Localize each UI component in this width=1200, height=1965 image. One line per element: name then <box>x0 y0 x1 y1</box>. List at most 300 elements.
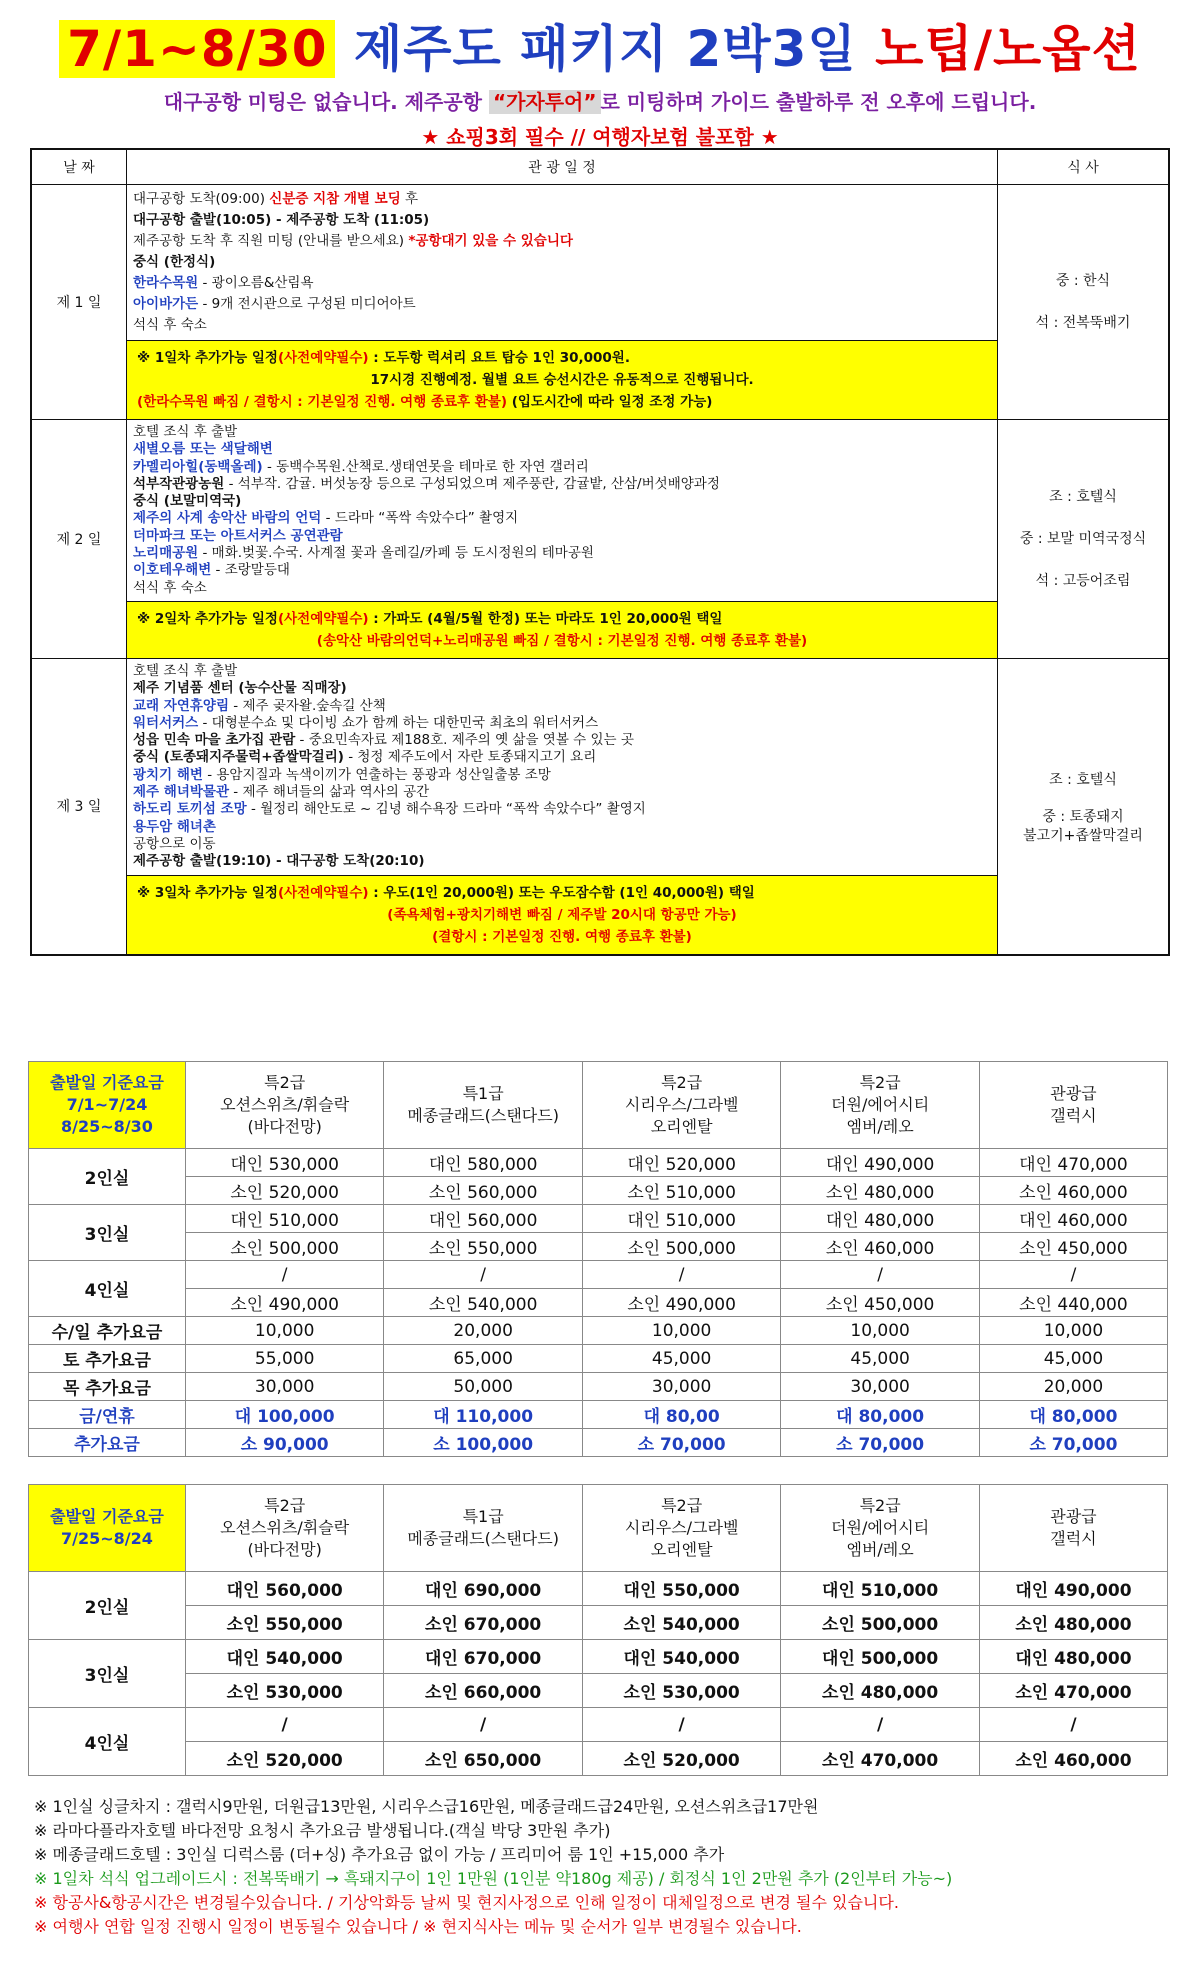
extra-line <box>137 882 987 904</box>
meal-text: 석 : 전복뚝배기 <box>1035 315 1131 331</box>
meal-item <box>999 567 1167 595</box>
meal-text: 불고기+좁쌀막걸리 <box>1023 828 1143 845</box>
hotel-column-header <box>582 1485 780 1572</box>
day-itinerary <box>127 420 998 602</box>
hotel-line: 오션스위츠/휘슬락 <box>220 1095 350 1114</box>
surcharge-cell: 10,000 <box>979 1317 1167 1345</box>
hotel-line: 더원/에어시티 <box>831 1518 930 1537</box>
note-line: ※ 항공사&항공시간은 변경될수있습니다. / 기상악화등 날씨 및 현지사정으로 인해 일정이 대체일정으로 변경 될수 있습니다. <box>34 1893 899 1912</box>
itinerary-line <box>133 562 991 579</box>
title-option: 노팁/노옵션 <box>875 20 1141 78</box>
price-cell: 소인 480,000 <box>781 1177 979 1205</box>
day-label: 제 3 일 <box>31 658 127 954</box>
shopping-notice: ★ 쇼핑3회 필수 // 여행자보험 불포함 ★ <box>421 125 779 149</box>
price-cell: 소인 460,000 <box>979 1177 1167 1205</box>
price-cell: 대인 560,000 <box>185 1572 383 1606</box>
note-line: ※ 1일차 석식 업그레이드시 : 전복뚝배기 → 흑돼지구이 1인 1만원 (1인분 약180g 제공) / 회정식 1인 2만원 추가 (2인부터 가능~) <box>34 1869 953 1888</box>
price-row <box>29 1708 1168 1742</box>
text-segment: - 중요민속자료 제188호. 제주의 옛 삶을 엿볼 수 있는 곳 <box>295 732 634 749</box>
text-segment: 대구공항 도착(09:00) <box>133 191 270 207</box>
holiday-cell: 대 80,00 <box>582 1401 780 1429</box>
meal-text: 조 : 호텔식 <box>1049 488 1117 505</box>
price-cell: 대인 540,000 <box>582 1640 780 1674</box>
itinerary-line <box>133 663 991 680</box>
room-type: 3인실 <box>29 1205 186 1261</box>
price-row <box>29 1640 1168 1674</box>
holiday-cell: 소 70,000 <box>582 1429 780 1457</box>
price-cell: 대인 540,000 <box>185 1640 383 1674</box>
text-segment: *공항대기 있을 수 있습니다 <box>408 233 573 249</box>
text-segment: (입도시간에 따라 일정 조정 가능) <box>507 394 713 410</box>
price-cell: 소인 480,000 <box>979 1606 1167 1640</box>
price-cell: 소인 480,000 <box>781 1674 979 1708</box>
surcharge-label: 수/일 추가요금 <box>29 1317 186 1345</box>
text-segment: 호텔 조식 후 출발 <box>133 662 238 679</box>
price-row <box>29 1149 1168 1177</box>
hotel-line: 특2급 <box>859 1496 901 1515</box>
text-segment: - 제주 곶자왈.숲속길 산책 <box>229 697 386 714</box>
price-row <box>29 1572 1168 1606</box>
price-cell: 소인 540,000 <box>384 1289 582 1317</box>
text-segment: 석식 후 숙소 <box>133 317 207 333</box>
price-cell: 소인 510,000 <box>582 1177 780 1205</box>
itinerary-line <box>133 476 991 493</box>
text-segment: ※ 2일차 추가가능 일정 <box>137 610 278 627</box>
day-meals <box>998 185 1170 420</box>
price-cell: 소인 500,000 <box>185 1233 383 1261</box>
hotel-line: 특1급 <box>462 1084 504 1103</box>
itinerary-line <box>133 189 991 210</box>
col-meal: 식 사 <box>998 149 1170 185</box>
price-cell: 소인 670,000 <box>384 1606 582 1640</box>
header <box>0 0 1200 150</box>
itinerary-table <box>30 148 1170 956</box>
price-cell: / <box>979 1708 1167 1742</box>
hotel-line: 특2급 <box>264 1073 306 1092</box>
price-base-header <box>29 1485 186 1572</box>
holiday-cell: 소 90,000 <box>185 1429 383 1457</box>
col-day: 날 짜 <box>31 149 127 185</box>
meal-item <box>999 267 1167 295</box>
price-cell: 소인 530,000 <box>582 1674 780 1708</box>
surcharge-cell: 30,000 <box>781 1373 979 1401</box>
itinerary-line <box>133 819 991 836</box>
price-table-peak <box>28 1484 1168 1776</box>
holiday-cell: 대 80,000 <box>979 1401 1167 1429</box>
price-cell: 대인 530,000 <box>185 1149 383 1177</box>
itinerary-line <box>133 680 991 697</box>
price-row <box>29 1289 1168 1317</box>
price-cell: 소인 470,000 <box>781 1742 979 1776</box>
hotel-line: (바다전망) <box>247 1117 322 1136</box>
price-cell: 소인 500,000 <box>582 1233 780 1261</box>
extra-line <box>137 904 987 926</box>
extra-line <box>137 347 987 369</box>
header-line: 출발일 기준요금 <box>50 1073 164 1092</box>
note-line: ※ 메종글래드호텔 : 3인실 디럭스룸 (더+싱) 추가요금 없이 가능 / 프리미어 룸 1인 +15,000 추가 <box>34 1845 725 1864</box>
extra-line <box>137 369 987 391</box>
text-segment: - 석부작. 감귤. 버섯농장 등으로 구성되었으며 제주풍란, 감귤밭, 산삼/버섯배양과정 <box>224 475 720 492</box>
text-segment: ※ 3일차 추가가능 일정 <box>137 884 278 901</box>
meeting-notice <box>0 86 1200 115</box>
surcharge-cell: 45,000 <box>979 1345 1167 1373</box>
surcharge-label: 목 추가요금 <box>29 1373 186 1401</box>
day-meals <box>998 420 1170 659</box>
price-cell: / <box>781 1261 979 1289</box>
itinerary-line <box>133 231 991 252</box>
holiday-cell: 대 80,000 <box>781 1401 979 1429</box>
meal-text: 중 : 한식 <box>1055 273 1111 289</box>
text-segment: - 대형분수쇼 및 다이빙 쇼가 함께 하는 대한민국 최초의 워터서커스 <box>198 714 599 731</box>
holiday-cell: 소 70,000 <box>979 1429 1167 1457</box>
extra-line <box>137 608 987 630</box>
hotel-line: 메종글래드(스탠다드) <box>407 1106 559 1125</box>
page-title <box>0 0 1200 80</box>
itinerary-line <box>133 545 991 562</box>
text-segment: (송악산 바람의언덕+노리매공원 빠짐 / 결항시 : 기본일정 진행. 여행 종료후 환불) <box>316 632 808 649</box>
text-segment: - 조랑말등대 <box>211 562 290 579</box>
extra-options <box>127 875 998 955</box>
text-segment: (사전예약필수) <box>277 610 369 627</box>
surcharge-cell: 20,000 <box>979 1373 1167 1401</box>
text-segment: 후 <box>400 191 419 207</box>
price-cell: / <box>384 1708 582 1742</box>
price-cell: 소인 550,000 <box>384 1233 582 1261</box>
surcharge-cell: 45,000 <box>582 1345 780 1373</box>
hotel-column-header <box>781 1485 979 1572</box>
price-row <box>29 1606 1168 1640</box>
itinerary-line <box>133 210 991 231</box>
day-itinerary <box>127 658 998 875</box>
title-dates: 7/1~8/30 <box>59 20 335 78</box>
price-row <box>29 1205 1168 1233</box>
price-cell: 대인 550,000 <box>582 1572 780 1606</box>
text-segment: 더마파크 또는 아트서커스 공연관람 <box>133 527 343 544</box>
text-segment: : 가파도 (4월/5월 한정) 또는 마라도 1인 20,000원 택일 <box>368 610 723 627</box>
hotel-column-header <box>185 1485 383 1572</box>
price-cell: 소인 490,000 <box>582 1289 780 1317</box>
meal-item <box>999 525 1167 553</box>
notes-section <box>34 1795 1174 1939</box>
price-row <box>29 1674 1168 1708</box>
text-segment: ※ 1일차 추가가능 일정 <box>137 350 278 366</box>
text-segment: 제주 해녀박물관 <box>133 784 229 801</box>
text-segment: - 청정 제주도에서 자란 토종돼지고기 요리 <box>343 749 597 766</box>
price-cell: / <box>582 1261 780 1289</box>
text-segment: - 드라마 “폭싹 속았수다” 촬영지 <box>321 510 519 527</box>
extra-options <box>127 341 998 420</box>
text-segment: - 9개 전시관으로 구성된 미디어아트 <box>198 296 416 312</box>
text-segment: 용두암 해녀촌 <box>133 818 216 835</box>
hotel-column-header <box>384 1485 582 1572</box>
price-cell: / <box>979 1261 1167 1289</box>
hotel-line: 오리엔탈 <box>650 1117 713 1136</box>
surcharge-cell: 10,000 <box>582 1317 780 1345</box>
holiday-cell: 대 100,000 <box>185 1401 383 1429</box>
price-cell: 소인 520,000 <box>185 1742 383 1776</box>
itinerary-line <box>133 767 991 784</box>
text-segment: (족욕체험+광치기해변 빠짐 / 제주발 20시대 항공만 가능) <box>387 906 737 923</box>
holiday-cell: 소 70,000 <box>781 1429 979 1457</box>
extra-line <box>137 630 987 652</box>
hotel-line: 관광급 <box>1050 1084 1097 1103</box>
surcharge-cell: 30,000 <box>185 1373 383 1401</box>
itinerary-line <box>133 784 991 801</box>
hotel-line: 시리우스/그라벨 <box>624 1095 739 1114</box>
price-cell: 소인 650,000 <box>384 1742 582 1776</box>
price-cell: 소인 450,000 <box>979 1233 1167 1261</box>
price-cell: / <box>781 1708 979 1742</box>
price-cell: 대인 510,000 <box>582 1205 780 1233</box>
meal-text: 중 : 토종돼지 <box>1042 808 1124 825</box>
surcharge-row <box>29 1317 1168 1345</box>
surcharge-cell: 50,000 <box>384 1373 582 1401</box>
text-segment: 석부작관광농원 <box>133 475 225 492</box>
hotel-line: 특2급 <box>661 1496 703 1515</box>
price-row <box>29 1177 1168 1205</box>
room-type: 2인실 <box>29 1572 186 1640</box>
itinerary-line <box>133 294 991 315</box>
holiday-row <box>29 1401 1168 1429</box>
itinerary-line <box>133 698 991 715</box>
price-cell: 소인 560,000 <box>384 1177 582 1205</box>
price-cell: 대인 510,000 <box>781 1572 979 1606</box>
price-cell: 소인 440,000 <box>979 1289 1167 1317</box>
holiday-cell: 대 110,000 <box>384 1401 582 1429</box>
hotel-line: 갤럭시 <box>1050 1106 1097 1125</box>
price-cell: / <box>384 1261 582 1289</box>
day-meals <box>998 658 1170 954</box>
day-itinerary <box>127 185 998 341</box>
text-segment: - 매화.벚꽃.수국. 사계절 꽃과 올레길/카페 등 도시정원의 테마공원 <box>198 545 594 562</box>
itinerary-line <box>133 853 991 870</box>
itinerary-line <box>133 836 991 853</box>
text-segment: 제주의 사계 송악산 바람의 언덕 <box>133 510 322 527</box>
text-segment: (한라수목원 빠짐 / 결항시 : 기본일정 진행. 여행 종료후 환불) <box>137 394 508 410</box>
text-segment: 아이바가든 <box>133 296 199 312</box>
price-cell: 소인 470,000 <box>979 1674 1167 1708</box>
text-segment: 17시경 진행예정. 월별 요트 승선시간은 유동적으로 진행됩니다. <box>370 372 754 388</box>
hotel-line: 갤럭시 <box>1050 1529 1097 1548</box>
price-cell: 소인 530,000 <box>185 1674 383 1708</box>
room-type: 4인실 <box>29 1261 186 1317</box>
itinerary-line <box>133 510 991 527</box>
price-cell: 대인 480,000 <box>979 1640 1167 1674</box>
price-cell: / <box>185 1708 383 1742</box>
price-cell: 대인 490,000 <box>979 1572 1167 1606</box>
notice-part-b: 로 미팅하며 가이드 출발하루 전 오후에 드립니다. <box>600 90 1037 114</box>
price-table-peak-off <box>28 1061 1168 1457</box>
itinerary-line <box>133 715 991 732</box>
surcharge-label: 토 추가요금 <box>29 1345 186 1373</box>
hotel-line: 특1급 <box>462 1507 504 1526</box>
price-cell: 소인 660,000 <box>384 1674 582 1708</box>
text-segment: (사전예약필수) <box>277 884 369 901</box>
hotel-line: 특2급 <box>859 1073 901 1092</box>
price-cell: 대인 520,000 <box>582 1149 780 1177</box>
itinerary-line <box>133 732 991 749</box>
price-row <box>29 1261 1168 1289</box>
price-row <box>29 1233 1168 1261</box>
hotel-line: 엠버/레오 <box>846 1540 914 1559</box>
meal-item <box>999 309 1167 337</box>
price-cell: 소인 520,000 <box>185 1177 383 1205</box>
itinerary-line <box>133 424 991 441</box>
header-line: 7/25~8/24 <box>61 1529 153 1548</box>
itinerary-line <box>133 459 991 476</box>
meal-item <box>999 766 1167 794</box>
text-segment: 중식 (한정식) <box>133 254 216 270</box>
hotel-line: 오션스위츠/휘슬락 <box>220 1518 350 1537</box>
text-segment: 광치기 해변 <box>133 766 203 783</box>
surcharge-row <box>29 1345 1168 1373</box>
hotel-column-header <box>185 1062 383 1149</box>
day-row <box>31 420 1169 602</box>
price-cell: 소인 450,000 <box>781 1289 979 1317</box>
text-segment: 제주공항 출발(19:10) - 대구공항 도착(20:10) <box>133 853 425 870</box>
hotel-line: 오리엔탈 <box>650 1540 713 1559</box>
surcharge-cell: 65,000 <box>384 1345 582 1373</box>
text-segment: - 용암지질과 녹색이끼가 연출하는 풍광과 성산일출봉 조망 <box>202 766 551 783</box>
extra-line <box>137 926 987 948</box>
room-type: 4인실 <box>29 1708 186 1776</box>
price-row <box>29 1742 1168 1776</box>
price-header-row <box>29 1485 1168 1572</box>
hotel-line: (바다전망) <box>247 1540 322 1559</box>
price-cell: 대인 500,000 <box>781 1640 979 1674</box>
price-cell: 소인 520,000 <box>582 1742 780 1776</box>
itinerary-line <box>133 528 991 545</box>
day-label: 제 2 일 <box>31 420 127 659</box>
hotel-column-header <box>781 1062 979 1149</box>
surcharge-cell: 55,000 <box>185 1345 383 1373</box>
day-row <box>31 658 1169 875</box>
price-cell: 소인 540,000 <box>582 1606 780 1640</box>
hotel-column-header <box>384 1062 582 1149</box>
text-segment: - 월정리 해안도로 ~ 김녕 해수욕장 드라마 “폭싹 속았수다” 촬영지 <box>246 801 646 818</box>
meal-item <box>999 808 1167 847</box>
text-segment: 호텔 조식 후 출발 <box>133 424 238 440</box>
room-type: 3인실 <box>29 1640 186 1708</box>
hotel-line: 시리우스/그라벨 <box>624 1518 739 1537</box>
text-segment: 성읍 민속 마을 초가집 관람 <box>133 732 296 749</box>
text-segment: : 도두항 럭셔리 요트 탑승 1인 30,000원. <box>368 350 630 366</box>
text-segment: 이호테우해변 <box>133 562 212 579</box>
hotel-column-header <box>979 1062 1167 1149</box>
hotel-column-header <box>979 1485 1167 1572</box>
hotel-line: 메종글래드(스탠다드) <box>407 1529 559 1548</box>
holiday-row <box>29 1429 1168 1457</box>
extra-options <box>127 601 998 658</box>
header-line: 8/25~8/30 <box>61 1117 153 1136</box>
price-cell: 소인 490,000 <box>185 1289 383 1317</box>
note-line: ※ 1인실 싱글차지 : 갤럭시9만원, 더원급13만원, 시리우스급16만원, 메종글래드급24만원, 오션스위츠급17만원 <box>34 1797 819 1816</box>
hotel-line: 더원/에어시티 <box>831 1095 930 1114</box>
surcharge-cell: 20,000 <box>384 1317 582 1345</box>
day-label: 제 1 일 <box>31 185 127 420</box>
extra-line <box>137 391 987 413</box>
price-cell: 대인 670,000 <box>384 1640 582 1674</box>
text-segment: 대구공항 출발(10:05) - 제주공항 도착 (11:05) <box>133 212 430 228</box>
price-base-header <box>29 1062 186 1149</box>
itinerary-header-row <box>31 149 1169 185</box>
meal-item <box>999 483 1167 511</box>
surcharge-row <box>29 1373 1168 1401</box>
itinerary-line <box>133 252 991 273</box>
text-segment: 워터서커스 <box>133 714 199 731</box>
price-cell: 대인 510,000 <box>185 1205 383 1233</box>
holiday-label: 추가요금 <box>29 1429 186 1457</box>
price-cell: 대인 460,000 <box>979 1205 1167 1233</box>
holiday-label: 금/연휴 <box>29 1401 186 1429</box>
header-line: 출발일 기준요금 <box>50 1507 164 1526</box>
text-segment: : 우도(1인 20,000원) 또는 우도잠수함 (1인 40,000원) 택일 <box>368 884 755 901</box>
price-cell: / <box>185 1261 383 1289</box>
surcharge-cell: 45,000 <box>781 1345 979 1373</box>
price-cell: 소인 460,000 <box>979 1742 1167 1776</box>
text-segment: (결항시 : 기본일정 진행. 여행 종료후 환불) <box>432 928 692 945</box>
price-cell: 대인 490,000 <box>781 1149 979 1177</box>
itinerary-line <box>133 315 991 336</box>
day-row <box>31 185 1169 341</box>
hotel-line: 관광급 <box>1050 1507 1097 1526</box>
itinerary-line <box>133 749 991 766</box>
note-line: ※ 라마다플라자호텔 바다전망 요청시 추가요금 발생됩니다.(객실 박당 3만원 추가) <box>34 1821 611 1840</box>
note-line: ※ 여행사 연합 일정 진행시 일정이 변동될수 있습니다 / ※ 현지식사는 메뉴 및 순서가 일부 변경될수 있습니다. <box>34 1917 802 1936</box>
price-cell: 소인 460,000 <box>781 1233 979 1261</box>
room-type: 2인실 <box>29 1149 186 1205</box>
price-cell: / <box>582 1708 780 1742</box>
meal-text: 조 : 호텔식 <box>1049 771 1117 788</box>
hotel-line: 특2급 <box>661 1073 703 1092</box>
itinerary-line <box>133 493 991 510</box>
notice-highlight: “가자투어” <box>489 90 601 114</box>
text-segment: 석식 후 숙소 <box>133 579 207 596</box>
surcharge-cell: 30,000 <box>582 1373 780 1401</box>
surcharge-cell: 10,000 <box>781 1317 979 1345</box>
text-segment: 제주공항 도착 후 직원 미팅 (안내를 받으세요) <box>133 233 409 249</box>
col-itinerary: 관 광 일 정 <box>127 149 998 185</box>
itinerary-line <box>133 441 991 458</box>
price-cell: 대인 690,000 <box>384 1572 582 1606</box>
price-cell: 대인 470,000 <box>979 1149 1167 1177</box>
meal-text: 석 : 고등어조림 <box>1035 572 1131 589</box>
hotel-column-header <box>582 1062 780 1149</box>
text-segment: 공항으로 이동 <box>133 835 216 852</box>
notice-part-a: 대구공항 미팅은 없습니다. 제주공항 <box>163 90 489 114</box>
text-segment: - 제주 해녀들의 삶과 역사의 공간 <box>229 784 430 801</box>
price-cell: 대인 580,000 <box>384 1149 582 1177</box>
text-segment: 노리매공원 <box>133 545 199 562</box>
text-segment: 하도리 토끼섬 조망 <box>133 801 247 818</box>
title-main: 제주도 패키지 2박3일 <box>353 20 857 78</box>
header-line: 7/1~7/24 <box>66 1095 148 1114</box>
text-segment: 새별오름 또는 색달해변 <box>133 441 273 458</box>
surcharge-cell: 10,000 <box>185 1317 383 1345</box>
text-segment: 한라수목원 <box>133 275 199 291</box>
price-cell: 소인 550,000 <box>185 1606 383 1640</box>
price-cell: 소인 500,000 <box>781 1606 979 1640</box>
text-segment: 중식 (보말미역국) <box>133 493 242 510</box>
text-segment: 신분증 지참 개별 보딩 <box>269 191 401 207</box>
price-cell: 대인 480,000 <box>781 1205 979 1233</box>
itinerary-line <box>133 580 991 597</box>
price-header-row <box>29 1062 1168 1149</box>
itinerary-line <box>133 801 991 818</box>
holiday-cell: 소 100,000 <box>384 1429 582 1457</box>
itinerary-line <box>133 273 991 294</box>
price-cell: 대인 560,000 <box>384 1205 582 1233</box>
